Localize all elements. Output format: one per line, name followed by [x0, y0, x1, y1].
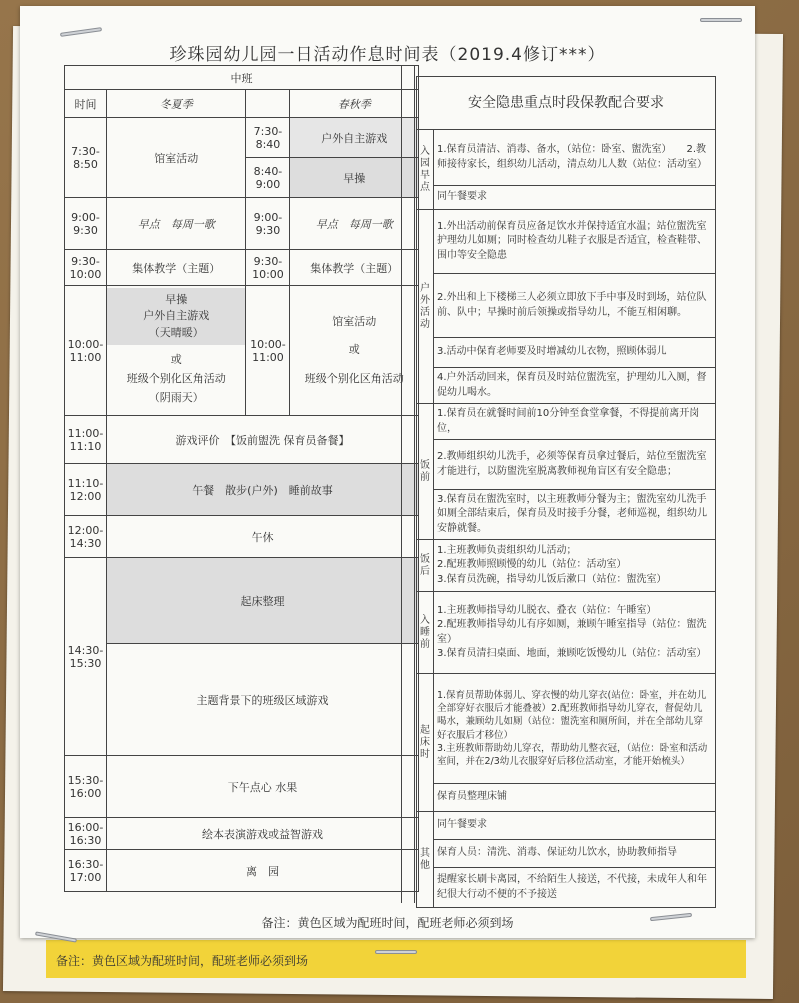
time-cell: 15:30-16:00: [65, 756, 107, 818]
activity-cell: 集体教学（主题）: [290, 250, 419, 286]
requirement: 同午餐要求: [433, 812, 715, 840]
season-winter-summer: 冬夏季: [106, 90, 246, 118]
requirement: 1.保育员帮助体弱儿、穿衣慢的幼儿穿衣(站位：卧室，并在幼儿全部穿好衣服后才能叠被）2.配班教师指导幼儿穿衣，督促幼儿喝水，兼顾幼儿如厕（站位：盥洗室和厕所间，并在全部幼儿穿好衣服后才移位） 3.主班教师帮助幼儿穿衣，帮助幼儿整衣冠，（站位：卧室和活动室间，并在2/3幼儿衣服穿好后移位活动室，才能开始梳头）: [433, 674, 715, 784]
requirement: 2.外出和上下楼梯三人必须立即放下手中事及时到场，站位队前、队中；早操时前后领操或指导幼儿，不能互相闲聊。: [433, 274, 715, 338]
activity-cell: 绘本表演游戏或益智游戏: [106, 818, 418, 850]
time-cell: 9:00-9:30: [246, 198, 290, 250]
time-cell: 14:30-15:30: [65, 558, 107, 756]
requirement: 提醒家长刷卡离园，不给陌生人接送，不代接，未成年人和年纪很大行动不便的不予接送: [433, 868, 715, 908]
activity-line: （阴雨天）: [148, 390, 204, 404]
requirement: 1.保育员在就餐时间前10分钟至食堂拿餐，不得提前离开岗位，: [433, 404, 715, 440]
activity-cell: 馆室活动: [106, 118, 246, 198]
requirement: 保育人员：清洗、消毒、保证幼儿饮水，协助教师指导: [433, 840, 715, 868]
safety-table: [416, 76, 716, 908]
staple-icon: [375, 950, 417, 954]
activity-cell: 午餐 散步(户外) 睡前故事: [106, 464, 418, 516]
activity-cell: [290, 286, 419, 416]
time-cell: 11:00-11:10: [65, 416, 107, 464]
time-cell: 7:30-8:40: [246, 118, 290, 158]
activity-cell: 主题背景下的班级区域游戏: [106, 644, 418, 756]
requirement: 同午餐要求: [433, 186, 715, 210]
schedule-table: [64, 65, 419, 892]
activity-line: 班级个别化区角活动: [126, 371, 226, 385]
time-header: 时间: [65, 90, 107, 118]
activity-cell: 游戏评价 【饭前盥洗 保育员备餐】: [106, 416, 418, 464]
activity-line: 早操: [165, 292, 188, 306]
requirement: 保育员整理床铺: [433, 784, 715, 812]
time-cell: 9:30-10:00: [246, 250, 290, 286]
section-label: 入园早点: [417, 130, 434, 210]
staple-icon: [700, 18, 742, 22]
time-cell: 12:00-14:30: [65, 516, 107, 558]
section-label: 起床时: [417, 674, 434, 812]
requirement: 4.户外活动回来，保育员及时站位盥洗室，护理幼儿入厕，督促幼儿喝水。: [433, 368, 715, 404]
column-divider: [401, 65, 415, 903]
time-cell: 16:00-16:30: [65, 818, 107, 850]
activity-cell: 早点 每周一歌: [106, 198, 246, 250]
activity-line: 馆室活动: [332, 314, 377, 328]
rainy-block: [107, 345, 246, 413]
or-text: 或: [170, 353, 182, 367]
section-label: 其他: [417, 812, 434, 908]
under-note: 备注：黄色区域为配班时间，配班老师必须到场: [56, 954, 309, 968]
time-cell: 7:30-8:50: [65, 118, 107, 198]
footer-note: 备注：黄色区域为配班时间，配班老师必须到场: [261, 916, 514, 930]
activity-cell: 早操: [290, 158, 419, 198]
requirement: 1.保育员清洁、消毒、备水，（站位：卧室、盥洗室） 2.教师接待家长，组织幼儿活动，清点幼儿人数（站位：活动室）: [433, 130, 715, 186]
section-label: 入睡前: [417, 592, 434, 674]
time-cell: 9:00-9:30: [65, 198, 107, 250]
activity-cell: [106, 286, 246, 416]
class-name: 中班: [65, 66, 419, 90]
activity-cell: 午休: [106, 516, 418, 558]
time-cell: 9:30-10:00: [65, 250, 107, 286]
requirement: 3.保育员在盥洗室时，以主班教师分餐为主；盥洗室幼儿洗手如厕全部结束后，保育员及时接手分餐，老师巡视，组织幼儿安静就餐。: [433, 490, 715, 540]
activity-line: 户外自主游戏: [143, 309, 210, 323]
time-cell: 8:40-9:00: [246, 158, 290, 198]
outdoor-block: [107, 288, 246, 346]
time-cell: 16:30-17:00: [65, 850, 107, 892]
activity-cell: 早点 每周一歌: [290, 198, 419, 250]
activity-cell: 起床整理: [106, 558, 418, 644]
activity-cell: 户外自主游戏: [290, 118, 419, 158]
activity-line: 班级个别化区角活动: [304, 371, 404, 385]
time-cell: 11:10-12:00: [65, 464, 107, 516]
yellow-note-strip: [46, 940, 746, 978]
section-label: 饭后: [417, 540, 434, 592]
activity-cell: 下午点心 水果: [106, 756, 418, 818]
activity-cell: 集体教学（主题）: [106, 250, 246, 286]
safety-header: 安全隐患重点时段保教配合要求: [417, 77, 716, 130]
time-cell: 10:00-11:00: [246, 286, 290, 416]
requirement: 3.活动中保育老师要及时增减幼儿衣物，照顾体弱儿: [433, 338, 715, 368]
time-cell: 10:00-11:00: [65, 286, 107, 416]
page-title: 珍珠园幼儿园一日活动作息时间表（2019.4修订***）: [169, 45, 606, 65]
section-label: 饭前: [417, 404, 434, 540]
requirement: 1.主班教师指导幼儿脱衣、叠衣（站位：午睡室） 2.配班教师指导幼儿有序如厕，兼顾午睡室指导（站位：盥洗室） 3.保育员清扫桌面、地面，兼顾吃饭慢幼儿（站位：活动室）: [433, 592, 715, 674]
season-spring-autumn: 春秋季: [290, 90, 419, 118]
requirement: 1.外出活动前保育员应备足饮水并保持适宜水温；站位盥洗室护理幼儿如厕；同时检查幼儿鞋子衣服是否适宜，检查鞋带、围巾等安全隐患: [433, 210, 715, 274]
requirement: 2.教师组织幼儿洗手，必须等保育员拿过餐后，站位至盥洗室才能进行，以防盥洗室脱离教师视角盲区有安全隐患；: [433, 440, 715, 490]
schedule-sheet: [20, 6, 755, 938]
activity-cell: 离 园: [106, 850, 418, 892]
activity-line: （天晴暖）: [148, 325, 204, 339]
section-label: 户外活动: [417, 210, 434, 404]
requirement: 1.主班教师负责组织幼儿活动； 2.配班教师照顾慢的幼儿（站位：活动室） 3.保育员洗碗，指导幼儿饭后漱口（站位：盥洗室）: [433, 540, 715, 592]
or-text: 或: [348, 343, 360, 357]
